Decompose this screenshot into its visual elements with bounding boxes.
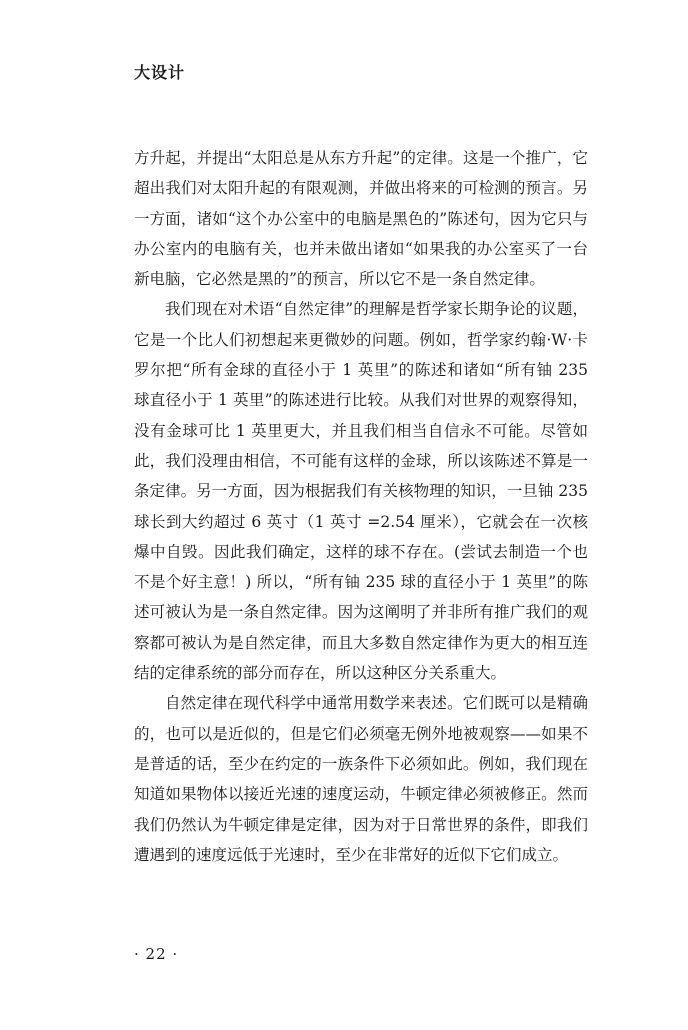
paragraph: 我们现在对术语“自然定律”的理解是哲学家长期争论的议题，它是一个比人们初想起来更微妙的问题。例如，哲学家约翰·W·卡罗尔把“所有金球的直径小于 1 英里”的陈述和诸如“所有铀 235 球直径小于 1 英里”的陈述进行比较。从我们对世界的观察得知，没有金球可比 1 英里更大，并且我们相当自信永不可能。尽管如此，我们没理由相信，不可能有这样的金球，所以该陈述不算是一条定律。另一方面，因为根据我们有关核物理的知识，一旦铀 235 球长到大约超过 6 英寸（1 英寸 =2.54 厘米），它就会在一次核爆中自毁。因此我们确定，这样的球不存在。(尝试去制造一个也不是个好主意！) 所以，“所有铀 235 球的直径小于 1 英里”的陈述可被认为是一条自然定律。因为这阐明了并非所有推广我们的观察都可被认为是自然定律，而且大多数自然定律作为更大的相互连结的定律系统的部分而存在，所以这种区分关系重大。 (134, 300, 588, 683)
running-header: 大设计 (134, 63, 186, 82)
body-text (134, 143, 588, 870)
page-number: · 22 · (134, 945, 179, 963)
paragraph-continued: 方升起，并提出“太阳总是从东方升起”的定律。这是一个推广，它超出我们对太阳升起的有限观测，并做出将来的可检测的预言。另一方面，诸如“这个办公室中的电脑是黑色的”陈述句，因为它只与办公室内的电脑有关，也并未做出诸如“如果我的办公室买了一台新电脑，它必然是黑的”的预言，所以它不是一条自然定律。 (134, 149, 588, 289)
paragraph: 自然定律在现代科学中通常用数学来表述。它们既可以是精确的，也可以是近似的，但是它们必须毫无例外地被观察——如果不是普适的话，至少在约定的一族条件下必须如此。例如，我们现在知道如果物体以接近光速的速度运动，牛顿定律必须被修正。然而我们仍然认为牛顿定律是定律，因为对于日常世界的条件，即我们遭遇到的速度远低于光速时，至少在非常好的近似下它们成立。 (134, 694, 588, 864)
